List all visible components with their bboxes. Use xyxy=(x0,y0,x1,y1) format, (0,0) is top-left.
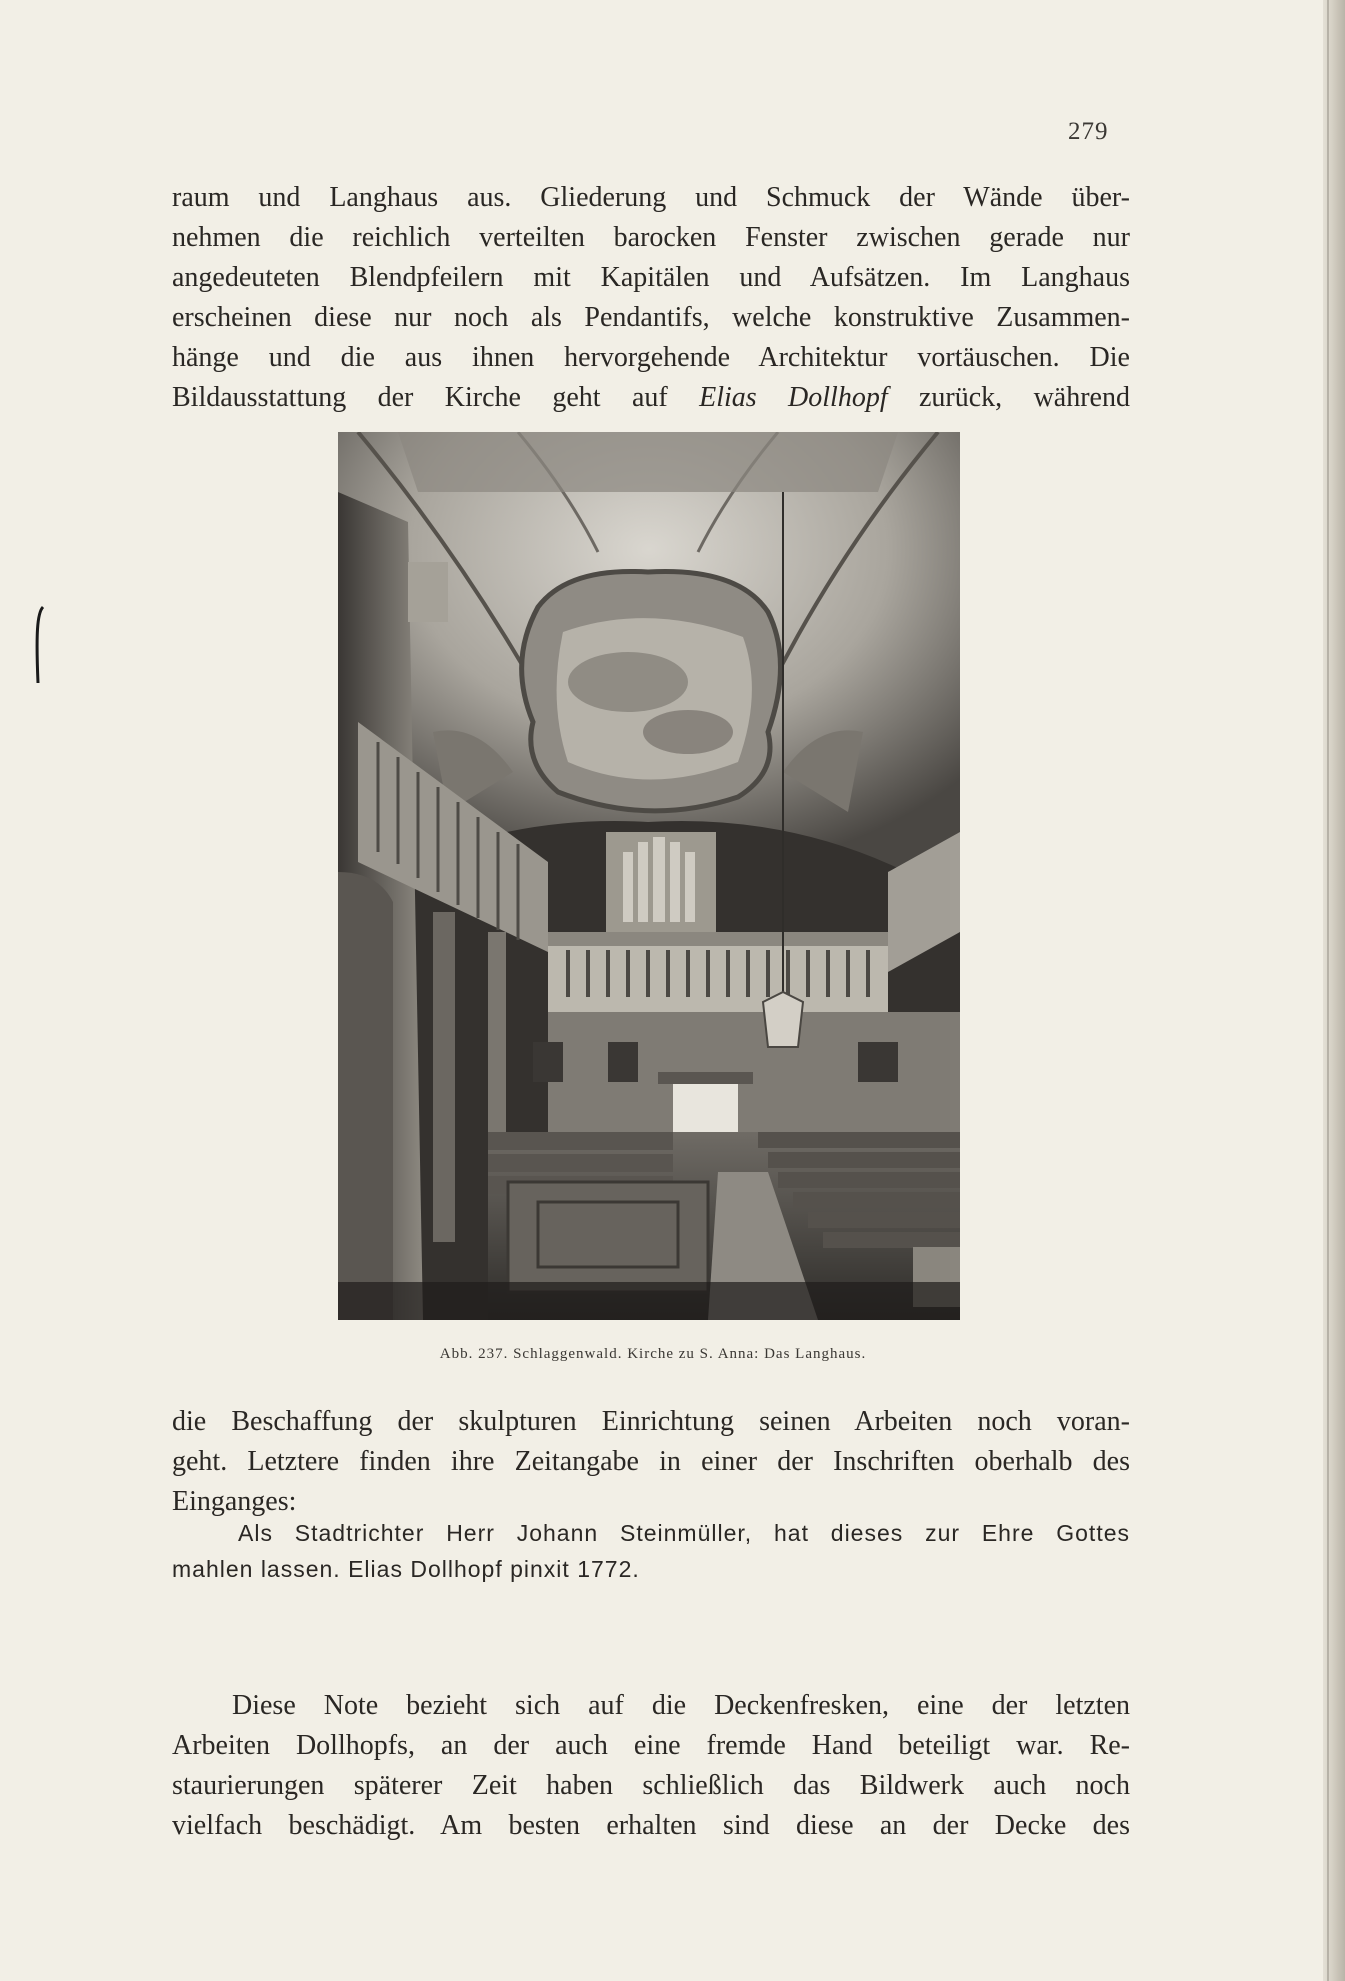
text-fragment: Bildausstattung der Kirche geht auf xyxy=(172,382,700,413)
paragraph-top xyxy=(172,178,1130,418)
inscription-line: mahlen lassen. Elias Dollhopf pinxit 1772. xyxy=(172,1556,640,1582)
text-line: nehmen die reichlich verteilten barocken Fenster zwischen gerade nur xyxy=(172,222,1130,253)
text-line: Arbeiten Dollhopfs, an der auch eine fremde Hand beteiligt war. Re- xyxy=(172,1730,1130,1761)
paragraph-mid xyxy=(172,1402,1130,1522)
pencil-mark xyxy=(34,605,46,685)
text-line: die Beschaffung der skulpturen Einrichtung seinen Arbeiten noch voran- xyxy=(172,1406,1130,1437)
figure-caption: Abb. 237. Schlaggenwald. Kirche zu S. Anna: Das Langhaus. xyxy=(439,1346,867,1362)
church-interior-photo xyxy=(338,432,960,1320)
text-line: erscheinen diese nur noch als Pendantifs, welche konstruktive Zusammen- xyxy=(172,302,1130,333)
text-fragment: zurück, während xyxy=(887,382,1130,413)
paragraph-end xyxy=(172,1686,1130,1846)
text-line-last xyxy=(172,378,1130,418)
text-line: Einganges: xyxy=(172,1486,297,1517)
church-interior-illustration xyxy=(338,432,960,1320)
text-line: geht. Letztere finden ihre Zeitangabe in einer der Inschriften oberhalb des xyxy=(172,1446,1130,1477)
text-line: vielfach beschädigt. Am besten erhalten sind diese an der Decke des xyxy=(172,1810,1130,1841)
text-line: angedeuteten Blendpfeilern mit Kapitälen und Aufsätzen. Im Langhaus xyxy=(172,262,1130,293)
text-line: staurierungen späterer Zeit haben schließlich das Bildwerk auch noch xyxy=(172,1770,1130,1801)
artist-name: Elias Dollhopf xyxy=(699,382,888,413)
page-number: 279 xyxy=(1068,118,1109,145)
text-line: raum und Langhaus aus. Gliederung und Schmuck der Wände über- xyxy=(172,182,1130,213)
inscription-line: Als Stadtrichter Herr Johann Steinmüller, hat dieses zur Ehre Gottes xyxy=(238,1520,1130,1546)
text-line: Diese Note bezieht sich auf die Deckenfresken, eine der letzten xyxy=(232,1690,1130,1721)
text-line: hänge und die aus ihnen hervorgehende Architektur vortäuschen. Die xyxy=(172,342,1130,373)
page-edge xyxy=(1323,0,1345,1981)
inscription-quote xyxy=(172,1515,1130,1587)
